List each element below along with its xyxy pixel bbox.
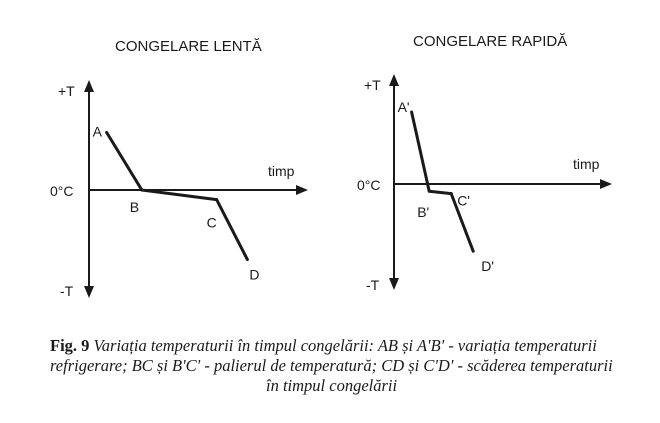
curve-segment-B'C' [429,191,451,193]
curve-segment-BC [142,190,217,200]
curve-segment-A'B' [412,112,430,191]
point-label: B' [417,204,430,221]
caption-line-2: refrigerare; BC și B'C' - palierul de temperatură; CD și C'D' - scăderea temperaturii [50,356,613,375]
y-axis-arrow-down [389,278,399,290]
curve-segment-AB [107,132,142,190]
caption-line-1: Variația temperaturii în timpul congelării: AB și A'B' - variația temperaturii [93,336,597,355]
caption-figure-number: Fig. 9 [50,336,90,355]
y-axis-arrow-up [84,80,94,92]
x-axis-label: timp [268,163,295,179]
x-axis-arrow [600,179,612,189]
point-label: A' [397,99,410,115]
y-axis-zero-label: 0°C [50,183,74,199]
point-label: C' [457,192,470,209]
y-axis-arrow-down [84,286,94,298]
chart-slow-freezing [50,38,308,299]
chart-fast-freezing [357,33,612,293]
y-axis-bottom-label: -T [60,283,74,299]
caption-line-3: în timpul congelării [266,376,398,395]
point-label: A [92,123,102,140]
y-axis-arrow-up [389,74,399,86]
series-fast [398,99,494,274]
chart-title: CONGELARE RAPIDĂ [413,33,568,50]
point-label: D [249,266,260,283]
point-label: D' [481,258,494,275]
x-axis-label: timp [573,156,600,172]
curve-segment-CD [217,200,248,260]
series-slow [93,123,260,282]
point-label: C [206,214,217,231]
chart-title: CONGELARE LENTĂ [115,38,262,55]
x-axis-arrow [296,185,308,195]
figure-caption [50,336,630,396]
y-axis-zero-label: 0°C [357,177,381,193]
y-axis-bottom-label: -T [366,277,380,293]
y-axis-top-label: +T [58,83,75,99]
point-label: B [129,199,140,215]
y-axis-top-label: +T [364,77,381,93]
